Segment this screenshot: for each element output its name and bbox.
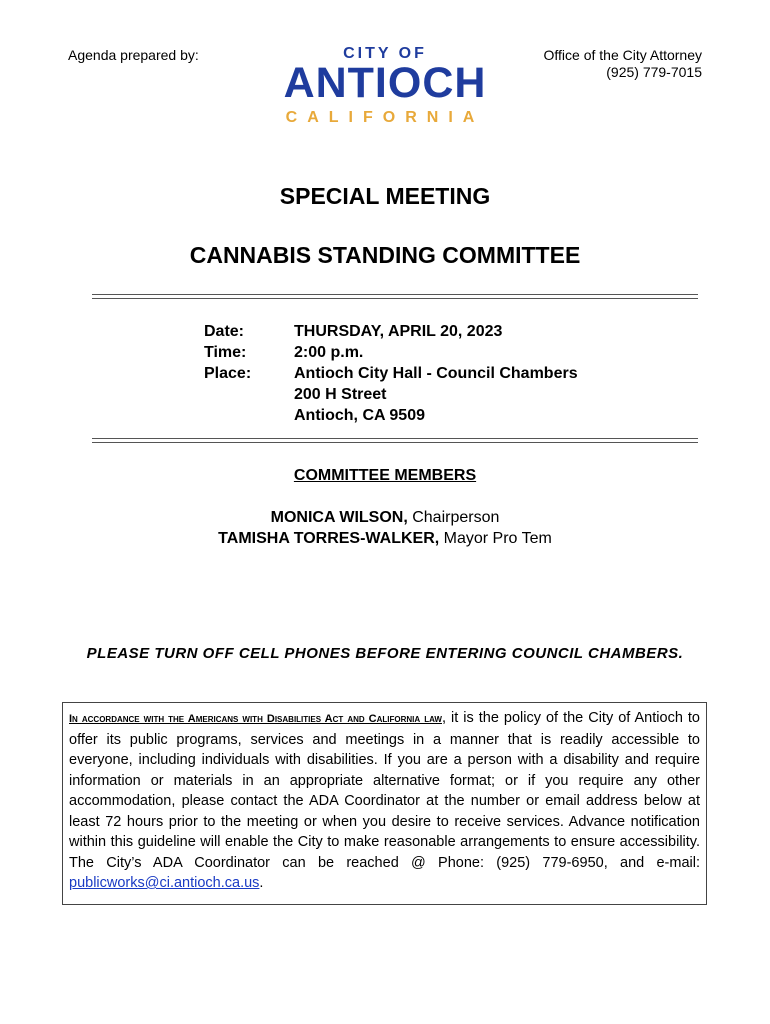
member-chair	[0, 509, 770, 527]
office-contact	[544, 47, 702, 81]
member-role: Chairperson	[407, 509, 500, 526]
ada-body-text: , it is the policy of the City of Antioch to offer its public programs, services and meetings in a manner that is readily accessible to everyone, including individuals with disabilities. If you are a person with a disability and require information or materials in an appropriate alternative format; or if you require any other accommodation, please contact the ADA Coordinator at the number or email address below at least 72 hours prior to the meeting or when you desire to receive services. Advance notification within this guideline will enable the City to make reasonable arrangements to ensure accessibility. The City’s ADA Coordinator can be reached @ Phone: (925) 779-6950, and e-mail:	[69, 710, 700, 871]
committee-title: CANNABIS STANDING COMMITTEE	[189, 242, 581, 268]
office-phone: (925) 779-7015	[606, 64, 702, 80]
ada-email-link[interactable]: publicworks@ci.antioch.ca.us	[69, 875, 260, 891]
time-label: Time:	[204, 344, 247, 361]
ada-notice-box	[62, 702, 707, 905]
place-label: Place:	[204, 365, 252, 382]
date-value: THURSDAY, APRIL 20, 2023	[294, 323, 503, 340]
ada-lead-heading: In accordance with the Americans with Disabilities Act and California law	[69, 713, 442, 725]
member-mayor-pro-tem	[0, 530, 770, 548]
date-label: Date:	[204, 323, 245, 340]
cell-phone-notice: PLEASE TURN OFF CELL PHONES BEFORE ENTERING COUNCIL CHAMBERS.	[86, 645, 684, 662]
place-line-3: Antioch, CA 9509	[294, 407, 425, 424]
members-heading: COMMITTEE MEMBERS	[293, 467, 477, 484]
logo-antioch: ANTIOCH	[283, 59, 487, 107]
time-value: 2:00 p.m.	[294, 344, 364, 361]
member-role: Mayor Pro Tem	[439, 530, 552, 547]
meeting-type-title: SPECIAL MEETING	[279, 183, 491, 209]
double-rule-bottom	[92, 438, 698, 443]
city-logo	[278, 45, 492, 129]
place-line-2: 200 H Street	[294, 386, 387, 403]
ada-end-punct: .	[259, 875, 264, 891]
logo-city-of: CITY OF	[343, 45, 427, 62]
office-name: Office of the City Attorney	[543, 47, 702, 63]
double-rule-top	[92, 294, 698, 299]
member-name: MONICA WILSON,	[270, 509, 408, 526]
prepared-by-label: Agenda prepared by:	[68, 47, 199, 63]
logo-california: CALIFORNIA	[285, 109, 485, 126]
member-name: TAMISHA TORRES-WALKER,	[218, 530, 440, 547]
place-line-1: Antioch City Hall - Council Chambers	[294, 365, 578, 382]
